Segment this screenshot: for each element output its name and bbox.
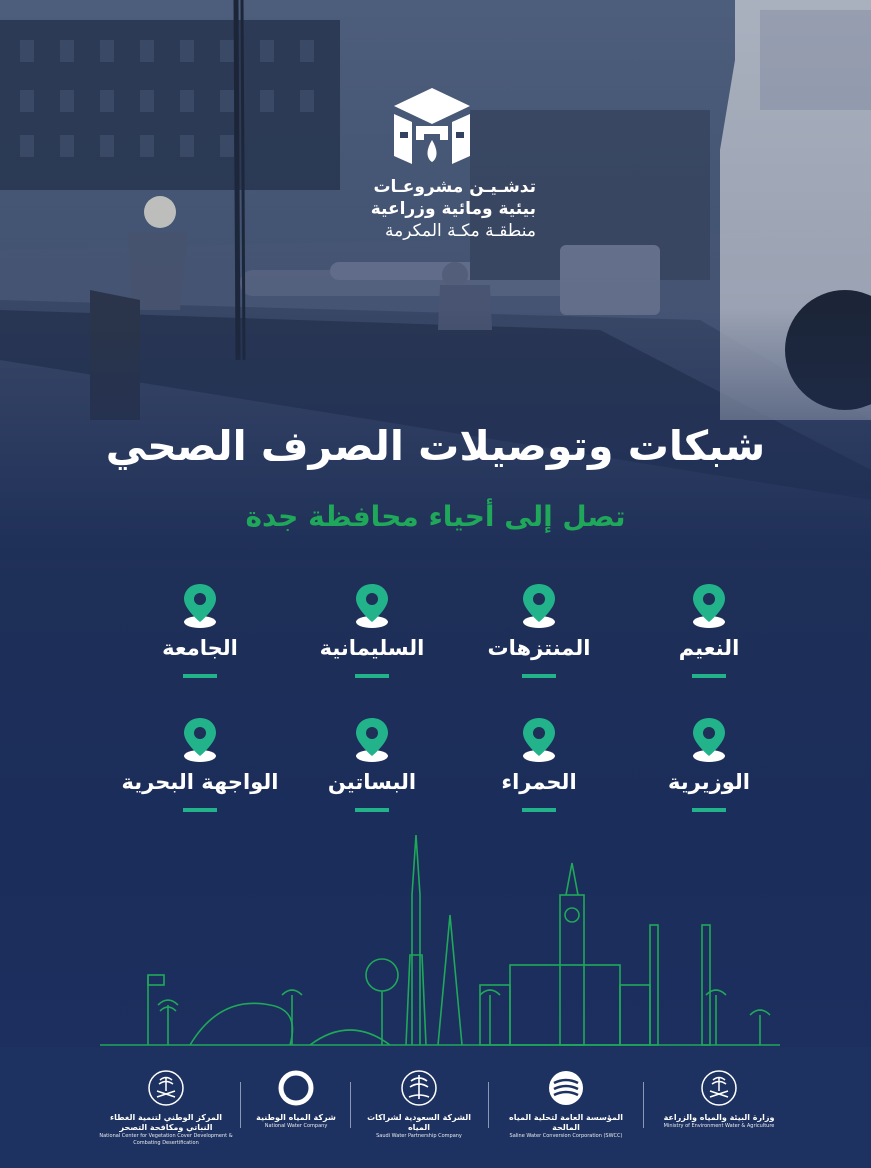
neighborhood-item (614, 582, 804, 678)
location-pin-icon (180, 716, 220, 764)
partner-name: وزارة البيئة والمياه والزراعة (663, 1113, 775, 1122)
neighborhood-label: السليمانية (319, 636, 425, 660)
divider (240, 1082, 241, 1128)
nwc-logo-icon (277, 1069, 315, 1107)
partner-name: الشركة السعودية لشراكات المياه (367, 1113, 471, 1132)
partner-english-name: Saline Water Conversion Corporation (SWCC) (509, 1133, 623, 1139)
partner-swpc (356, 1047, 482, 1168)
brand-line-2: بيئية ومائية وزراعية (370, 199, 536, 219)
divider (488, 1082, 489, 1128)
neighborhood-item (277, 716, 467, 812)
partner-name: المركز الوطني لتنمية الغطاء النباتي ومكافحة التصحر (110, 1113, 222, 1132)
neighborhood-label: المنتزهات (487, 636, 591, 660)
divider (643, 1082, 644, 1128)
partner-english-name: Saudi Water Partnership Company (376, 1133, 462, 1139)
palm-swords-emblem-icon (700, 1069, 738, 1107)
neighborhood-item (105, 716, 295, 812)
neighborhood-item (277, 582, 467, 678)
partner-english-name: Ministry of Environment Water & Agriculture (663, 1123, 775, 1129)
location-pin-icon (519, 582, 559, 630)
palm-swords-emblem-icon (147, 1069, 185, 1107)
location-pin-icon (352, 716, 392, 764)
partner-ministry (654, 1047, 784, 1168)
divider (350, 1082, 351, 1128)
brand-line-3: منطقـة مكـة المكرمة (385, 221, 536, 241)
neighborhood-label: الجامعة (162, 636, 238, 660)
location-pin-icon (689, 716, 729, 764)
neighborhood-label: الحمراء (501, 770, 577, 794)
saudi-skyline-illustration (100, 835, 780, 1047)
underline-bar (522, 808, 556, 812)
partner-name: شركة المياه الوطنية (256, 1113, 336, 1122)
neighborhood-item (444, 716, 634, 812)
neighborhood-item (444, 582, 634, 678)
underline-bar (183, 808, 217, 812)
underline-bar (522, 674, 556, 678)
neighborhood-label: البساتين (327, 770, 417, 794)
location-pin-icon (352, 582, 392, 630)
swpc-logo-icon (400, 1069, 438, 1107)
neighborhood-item (105, 582, 295, 678)
partner-ncvc (96, 1047, 236, 1168)
neighborhood-label: الوزيرية (668, 770, 750, 794)
underline-bar (355, 808, 389, 812)
location-pin-icon (519, 716, 559, 764)
brand-line-1: تدشـيـن مشروعـات (373, 177, 536, 197)
underline-bar (183, 674, 217, 678)
location-pin-icon (180, 582, 220, 630)
page-title: شبكات وتوصيلات الصرف الصحي (105, 422, 766, 470)
partner-english-name: National Water Company (264, 1123, 328, 1129)
page-subtitle: تصل إلى أحياء محافظة جدة (245, 500, 626, 533)
neighborhood-label: النعيم (678, 636, 740, 660)
location-pin-icon (689, 582, 729, 630)
partner-swcc (496, 1047, 636, 1168)
underline-bar (355, 674, 389, 678)
partner-english-name: National Center for Vegetation Cover Development & Combating Desertification (99, 1133, 233, 1146)
neighborhood-label: الواجهة البحرية (121, 770, 279, 794)
underline-bar (692, 674, 726, 678)
neighborhood-item (614, 716, 804, 812)
partner-name: المؤسسة العامة لتحلية المياه المالحة (509, 1113, 623, 1132)
partner-nwc (246, 1047, 346, 1168)
underline-bar (692, 808, 726, 812)
swcc-logo-icon (547, 1069, 585, 1107)
